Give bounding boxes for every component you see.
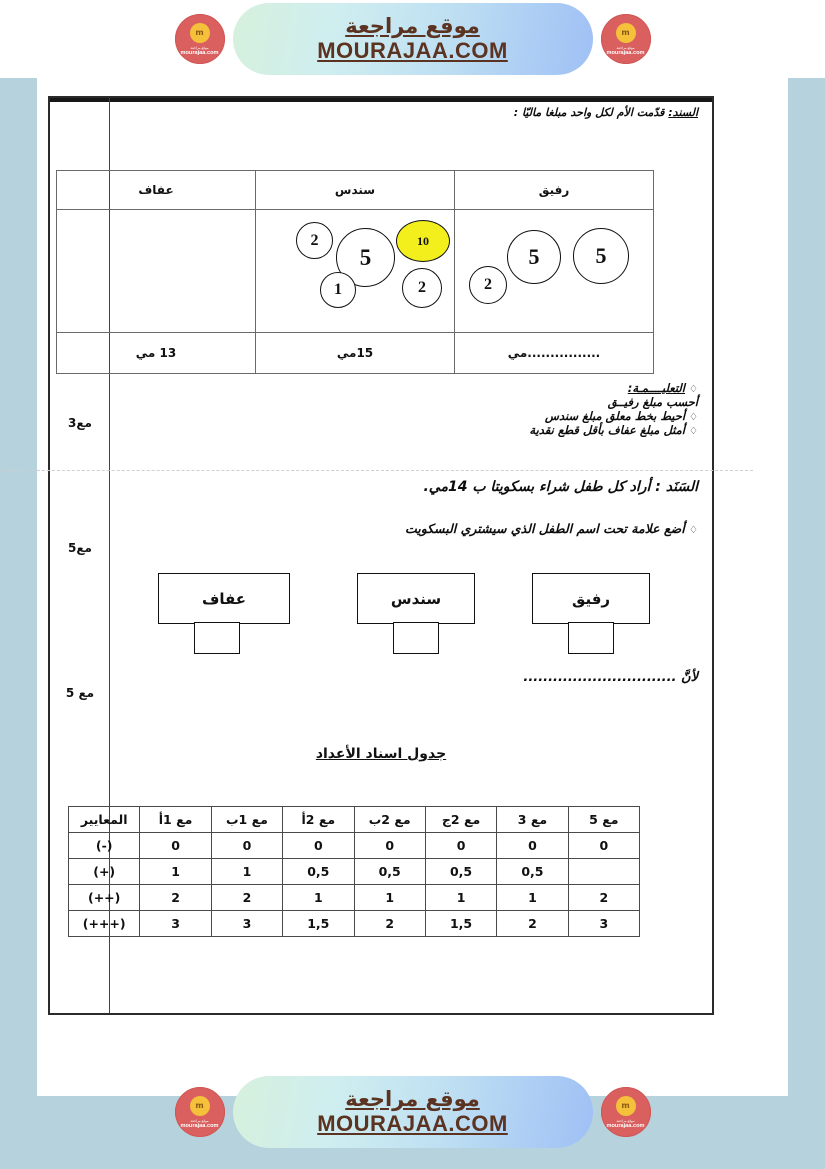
exercise2-support-text: أراد كل طفل شراء بسكويتا ب 14مي. — [423, 479, 651, 495]
mark-exercise1: مع3 — [68, 416, 92, 430]
grade-criterion: (-) — [69, 833, 140, 859]
exercise1-instruction-3 — [529, 423, 698, 439]
grade-cell: 0 — [568, 833, 639, 859]
section-divider — [2, 470, 753, 471]
exercise1-instruction-1 — [608, 395, 698, 410]
grading-table — [68, 806, 640, 937]
exercise2-question-text: أضع علامة تحت اسم الطفل الذي سيشتري البسكويت — [404, 521, 685, 536]
grade-cell: 0,5 — [497, 859, 568, 885]
grade-cell: 1,5 — [425, 911, 496, 937]
bottom-banner — [0, 1073, 825, 1151]
choice-label-sondos: سندس — [390, 589, 442, 608]
grading-header-4: مع 2ب — [354, 807, 425, 833]
value-cell-afef: 13 مي — [57, 333, 256, 374]
brand-domain-title: MOURAJAA.COM — [317, 1110, 508, 1136]
exercise2-support — [423, 479, 698, 495]
exercise1-support-text: قدّمت الأم لكل واحد مبلغا ماليّا : — [513, 106, 665, 119]
grade-cell: 0 — [140, 833, 211, 859]
grade-criterion: (++) — [69, 885, 140, 911]
coin-10-highlighted: 10 — [396, 220, 450, 262]
name-cell-sondos: سندس — [256, 171, 455, 210]
badge-url-label: mourajaa.com — [180, 49, 219, 56]
grade-cell: 0,5 — [283, 859, 354, 885]
exercise2-support-label: السَنَد : — [655, 479, 698, 495]
coin-1: 1 — [320, 272, 356, 308]
grade-cell: 2 — [497, 911, 568, 937]
badge-arabic-label: موقع مراجعة — [190, 1118, 209, 1123]
grading-header-0: المعايير — [69, 807, 140, 833]
brand-badge-right — [601, 14, 651, 64]
choice-label-afef: عفاف — [201, 589, 247, 608]
logo-icon: m — [616, 1096, 636, 1116]
choice-box-sondos[interactable] — [357, 573, 475, 624]
coin-5: 5 — [507, 230, 561, 284]
bullet-icon: ♢ — [689, 525, 698, 536]
brand-arabic-title: موقع مراجعة — [345, 13, 480, 38]
coin-5: 5 — [336, 228, 395, 287]
grade-cell: 3 — [568, 911, 639, 937]
checkbox-afef[interactable] — [194, 622, 240, 654]
table-row-names — [57, 171, 654, 210]
grading-header-6: مع 3 — [497, 807, 568, 833]
coin-5: 5 — [573, 228, 629, 284]
table-row-coins — [57, 210, 654, 333]
grade-cell: 0,5 — [425, 859, 496, 885]
logo-icon: m — [190, 1096, 210, 1116]
table-row — [69, 885, 640, 911]
grade-cell: 0 — [211, 833, 282, 859]
checkbox-rafik[interactable] — [568, 622, 614, 654]
grade-cell: 0 — [354, 833, 425, 859]
instruction-1-text: أحسب مبلغ رفيــق — [607, 395, 698, 409]
brand-badge-left — [175, 14, 225, 64]
bullet-icon: ♢ — [689, 426, 698, 437]
grade-cell: 1 — [497, 885, 568, 911]
reason-blank: ............................... — [523, 670, 677, 685]
grade-cell: 0 — [497, 833, 568, 859]
grade-cell: 2 — [211, 885, 282, 911]
coin-2: 2 — [296, 222, 333, 259]
table-row — [69, 859, 640, 885]
instruction-3-text: أمثل مبلغ عفاف بأقل قطع نقدية — [529, 423, 686, 437]
grading-table-title: جدول اسناد الأعداد — [315, 746, 447, 762]
mark-exercise2: مع5 — [68, 541, 92, 555]
badge-url-label: mourajaa.com — [180, 1122, 219, 1129]
badge-arabic-label: موقع مراجعة — [616, 45, 635, 50]
badge-arabic-label: موقع مراجعة — [616, 1118, 635, 1123]
grade-cell: 2 — [140, 885, 211, 911]
badge-url-label: mourajaa.com — [606, 49, 645, 56]
grade-cell: 0 — [283, 833, 354, 859]
instruction-heading-text: التعليــــمـة: — [627, 381, 686, 395]
grade-cell: 0 — [425, 833, 496, 859]
exercise2-question — [405, 521, 698, 536]
grade-cell: 2 — [568, 885, 639, 911]
coin-2: 2 — [402, 268, 442, 308]
value-cell-sondos: 15مي — [256, 333, 455, 374]
grade-cell: 2 — [354, 911, 425, 937]
reason-label: لأنَّ — [681, 670, 698, 685]
exercise1-support-label: السند: — [668, 106, 698, 119]
grading-header-2: مع 1ب — [211, 807, 282, 833]
grade-cell: 0,5 — [354, 859, 425, 885]
sheet-top-rule — [50, 98, 712, 102]
grading-header-5: مع 2ج — [425, 807, 496, 833]
brand-arabic-title: موقع مراجعة — [345, 1086, 480, 1111]
brand-pill — [180, 1076, 645, 1148]
badge-arabic-label: موقع مراجعة — [190, 45, 209, 50]
grading-header-3: مع 2أ — [283, 807, 354, 833]
grade-cell: 1 — [425, 885, 496, 911]
name-cell-afef: عفاف — [57, 171, 256, 210]
brand-badge-left — [175, 1087, 225, 1137]
instruction-2-text: أحيط بخط معلق مبلغ سندس — [544, 409, 686, 423]
grading-header-7: مع 5 — [568, 807, 639, 833]
bullet-icon: ♢ — [689, 412, 698, 423]
grade-cell: 1 — [354, 885, 425, 911]
grade-cell: 3 — [140, 911, 211, 937]
brand-badge-right — [601, 1087, 651, 1137]
grade-cell: 3 — [211, 911, 282, 937]
worksheet-frame — [48, 96, 714, 1015]
coins-cell-sondos — [256, 210, 455, 333]
reason-line[interactable] — [523, 670, 698, 685]
coin-2: 2 — [469, 266, 507, 304]
choice-box-afef[interactable] — [158, 573, 290, 624]
table-row — [69, 911, 640, 937]
brand-domain-title: MOURAJAA.COM — [317, 37, 508, 63]
logo-icon: m — [190, 23, 210, 43]
grade-cell: 1 — [211, 859, 282, 885]
brand-pill — [180, 3, 645, 75]
grade-cell: 1 — [283, 885, 354, 911]
coins-cell-afef — [57, 210, 256, 333]
top-banner — [0, 0, 825, 78]
grade-cell: 1 — [140, 859, 211, 885]
money-table — [56, 170, 654, 374]
mark-exercise3: مع 5 — [65, 686, 95, 700]
badge-url-label: mourajaa.com — [606, 1122, 645, 1129]
coins-cell-rafik — [455, 210, 654, 333]
grading-header-row — [69, 807, 640, 833]
bullet-icon: ♢ — [689, 384, 698, 395]
checkbox-sondos[interactable] — [393, 622, 439, 654]
value-cell-rafik: ................مي — [455, 333, 654, 374]
exercise1-support — [514, 106, 698, 119]
grade-criterion: (+++) — [69, 911, 140, 937]
logo-icon: m — [616, 23, 636, 43]
grading-header-1: مع 1أ — [140, 807, 211, 833]
choice-box-rafik[interactable] — [532, 573, 650, 624]
name-cell-rafik: رفيق — [455, 171, 654, 210]
table-row — [69, 833, 640, 859]
table-row-values — [57, 333, 654, 374]
grade-cell — [568, 859, 639, 885]
grade-criterion: (+) — [69, 859, 140, 885]
choice-label-rafik: رفيق — [571, 589, 611, 608]
grade-cell: 1,5 — [283, 911, 354, 937]
